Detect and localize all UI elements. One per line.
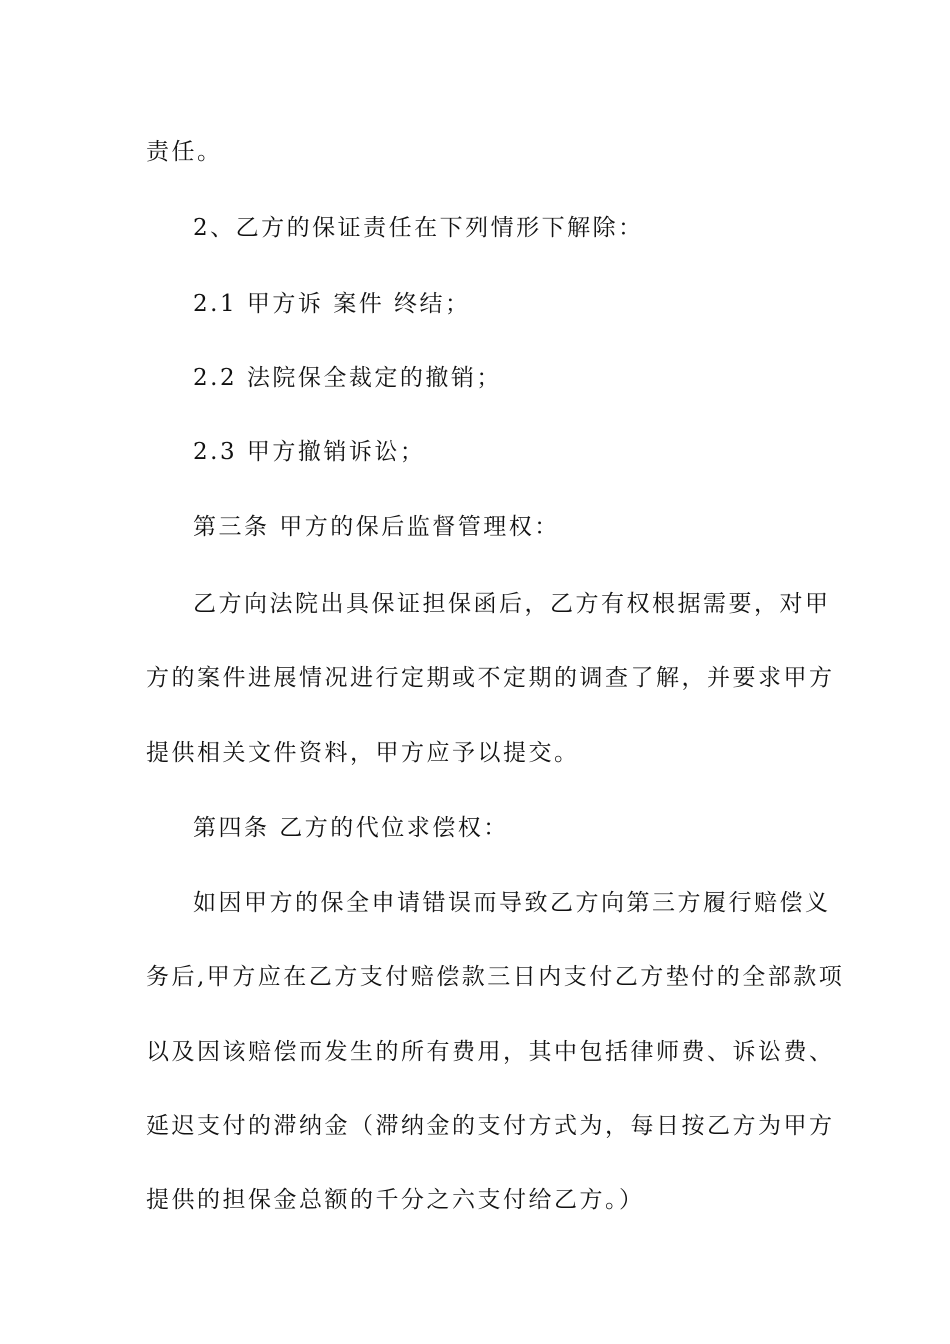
paragraph-line: 乙方向法院出具保证担保函后，乙方有权根据需要，对甲 [193, 591, 831, 617]
clause-2-1: 2.1 甲方诉 案件 终结； [193, 291, 471, 317]
paragraph-line: 以及因该赔偿而发生的所有费用，其中包括律师费、诉讼费、 [146, 1039, 835, 1065]
paragraph-line: 务后,甲方应在乙方支付赔偿款三日内支付乙方垫付的全部款项 [146, 964, 845, 990]
article-4-heading: 第四条 乙方的代位求偿权： [193, 815, 509, 841]
clause-2-2: 2.2 法院保全裁定的撤销； [193, 365, 502, 391]
clause-2-heading: 2、乙方的保证责任在下列情形下解除： [193, 215, 644, 241]
clause-2-3: 2.3 甲方撤销诉讼； [193, 439, 426, 465]
paragraph-line: 如因甲方的保全申请错误而导致乙方向第三方履行赔偿义 [193, 890, 831, 916]
paragraph-line: 提供相关文件资料，甲方应予以提交。 [146, 740, 580, 766]
text-line: 责任。 [146, 139, 223, 165]
paragraph-line: 延迟支付的滞纳金（滞纳金的支付方式为，每日按乙方为甲方 [146, 1113, 835, 1139]
paragraph-line: 提供的担保金总额的千分之六支付给乙方。） [146, 1187, 645, 1213]
article-3-heading: 第三条 甲方的保后监督管理权： [193, 514, 560, 540]
paragraph-line: 方的案件进展情况进行定期或不定期的调查了解，并要求甲方 [146, 665, 835, 691]
